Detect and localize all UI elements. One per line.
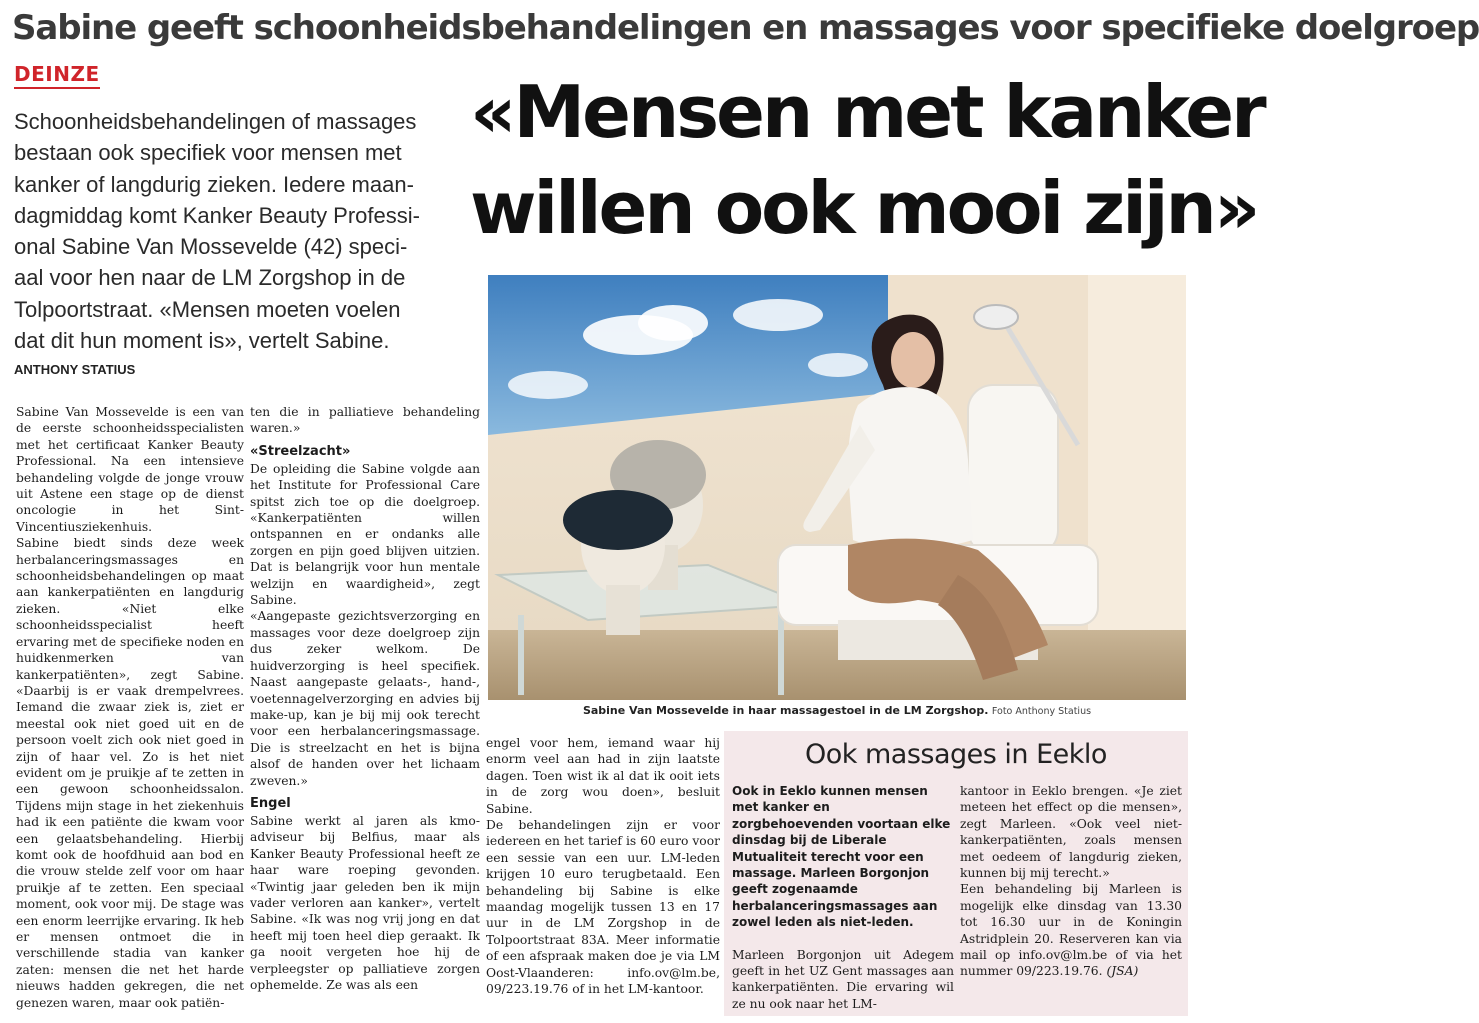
subheading-engel: Engel	[250, 795, 291, 811]
body-paragraph: De opleiding die Sabine volgde aan het Institute for Professional Care spitst zich toe op die doelgroep. «Kankerpatiënten willen ontspannen en er ondanks alle zorgen en pijn goed blijven uitzien. Dat is belangrijk voor hun mentale welzijn en waardigheid», zegt Sabine.	[250, 461, 480, 608]
subheading-streelzacht: «Streelzacht»	[250, 443, 351, 459]
body-paragraph: Sabine biedt sinds deze week herbalanceringsmassages en schoonheidsbehandelingen op maat aan kankerpatiënten en langdurig zieken. «Niet elke schoonheidsspecialist heeft ervaring met de specifieke noden en huidkenmerken van kankerpatiënten», zegt Sabine. «Daarbij is er vaak drempelvrees. Iemand die zwaar ziek is, ziet er meestal ook niet goed uit en de persoon voelt zich ook niet goed in zijn of haar vel. Zo is het niet evident om je pruikje af te zetten in een gewoon schoonheidssalon. Tijdens mijn stage in het ziekenhuis had ik een patiënte die kwam voor een gelaatsbehandeling. Hierbij komt ook de hoofdhuid aan bod en die vrouw stelde zelf voor om haar pruikje af te zetten. Een speciaal moment, ook voor mij. De stage was een enorm leerrijke ervaring. Ik heb er mensen ontmoet die in verschillende stadia van kanker zaten: mensen die net het harde nieuws hadden gekregen, die net genezen waren, maar ook patiën-	[16, 536, 244, 1010]
headline-line-2: willen ook mooi zijn»	[470, 166, 1258, 250]
intro-line: Schoonheidsbehandelingen of massages	[14, 109, 417, 134]
location-kicker: DEINZE	[14, 62, 100, 89]
body-paragraph: Sabine Van Mossevelde is een van de eerste schoonheidsspecialisten met het certificaat Kanker Beauty Professional. Na een intensieve behandeling volgde de jonge vrouw uit Astene een stage op de dienst oncologie in het Sint-Vincentiusziekenhuis.	[16, 405, 244, 534]
intro-line: dat dit hun moment is», vertelt Sabine.	[14, 328, 390, 354]
box-paragraph	[960, 881, 1182, 979]
intro-paragraph	[14, 106, 454, 356]
byline: ANTHONY STATIUS	[14, 362, 136, 377]
article-column-2	[250, 404, 480, 992]
box-column-left	[732, 783, 954, 1013]
intro-line: Tolpoortstraat. «Mensen moeten voelen	[14, 296, 401, 322]
intro-line: aal voor hen naar de LM Zorgshop in de	[14, 265, 406, 291]
box-paragraph: kantoor in Eeklo brengen. «Je ziet meteen het effect op die mensen», zegt Marleen. «Ook veel niet-kankerpatiënten, zoals mensen met oedeem of langdurig zieken, kunnen bij mij terecht.»	[960, 784, 1182, 881]
headline	[470, 64, 1264, 256]
body-paragraph: De behandelingen zijn er voor iedereen en het tarief is 60 euro voor een sessie van een uur. LM-leden krijgen 10 euro terugbetaald. Een behandeling bij Sabine is elke maandag mogelijk tussen 13 en 17 uur in de LM Zorgshop in de Tolpoortstraat 83A. Meer informatie of een afspraak maken doe je via LM Oost-Vlaanderen: info.ov@lm.be, 09/223.19.76 of in het LM-kantoor.	[486, 818, 720, 997]
intro-line: kanker of langdurig zieken. Iedere maan-	[14, 171, 414, 197]
author-initials: (JSA)	[1106, 964, 1139, 979]
box-title: Ook massages in Eeklo	[805, 739, 1107, 770]
body-paragraph: «Aangepaste gezichtsverzorging en massages voor deze doelgroep zijn dus zeker welkom. De huidverzorging is heel specifiek. Naast aangepaste gelaats-, hand-, voetennagelverzorging en advies bij make-up, kan je bij mij ook terecht voor een herbalanceringsmassage. Die is streelzacht en het is bijna alsof de handen over het lichaam zweven.»	[250, 609, 480, 788]
sidebar-box	[724, 731, 1188, 1016]
box-paragraph: Marleen Borgonjon uit Adegem geeft in het UZ Gent massages aan kankerpatiënten. Die ervaring wil ze nu ook naar het LM-	[732, 947, 954, 1011]
intro-line: dagmiddag komt Kanker Beauty Professi-	[14, 202, 420, 228]
box-column-right	[960, 783, 1182, 1013]
intro-line: onal Sabine Van Mossevelde (42) speci-	[14, 234, 408, 260]
body-paragraph: engel voor hem, iemand waar hij enorm veel aan had in zijn laatste dagen. Toen wist ik al dat ik ooit iets in de zorg wou doen», besluit Sabine.	[486, 736, 720, 816]
body-paragraph: ten die in palliatieve behandeling waren.»	[250, 405, 480, 436]
photo-caption	[488, 704, 1186, 717]
top-title: Sabine geeft schoonheidsbehandelingen en massages voor specifieke doelgroep	[12, 8, 1479, 48]
box-lead: Ook in Eeklo kunnen mensen met kanker en zorgbehoevenden voortaan elke dinsdag bij de Liberale Mutualiteit terecht voor een massage. Marleen Borgonjon geeft zogenaamde herbalanceringsmassages aan zowel leden als niet-leden.	[732, 784, 951, 930]
article-column-1	[16, 404, 244, 1016]
intro-line: bestaan ook specifiek voor mensen met	[14, 140, 402, 166]
caption-text: Sabine Van Mossevelde in haar massagestoel in de LM Zorgshop.	[582, 704, 989, 717]
photo-credit: Foto Anthony Statius	[991, 706, 1092, 717]
massage-room-photo	[488, 275, 1186, 700]
headline-line-1: «Mensen met kanker	[470, 70, 1264, 154]
article-column-3	[486, 735, 720, 1015]
body-paragraph: Sabine werkt al jaren als kmo-adviseur bij Belfius, maar als Kanker Beauty Professional heeft ze haar ware roeping gevonden. «Twintig jaar geleden ben ik mijn vader verloren aan kanker», vertelt Sabine. «Ik was nog vrij jong en dat heeft mij toen heel diep geraakt. Ik ga nooit vergeten hoe hij de verpleegster op palliatieve zorgen ophemelde. Ze was als een	[250, 813, 480, 992]
box-paragraph-text: Een behandeling bij Marleen is mogelijk elke dinsdag van 13.30 tot 16.30 uur in de Koningin Astridplein 20. Reserveren kan via mail op info.ov@lm.be of via het nummer 09/223.19.76.	[960, 882, 1182, 979]
article-photo	[488, 275, 1186, 700]
